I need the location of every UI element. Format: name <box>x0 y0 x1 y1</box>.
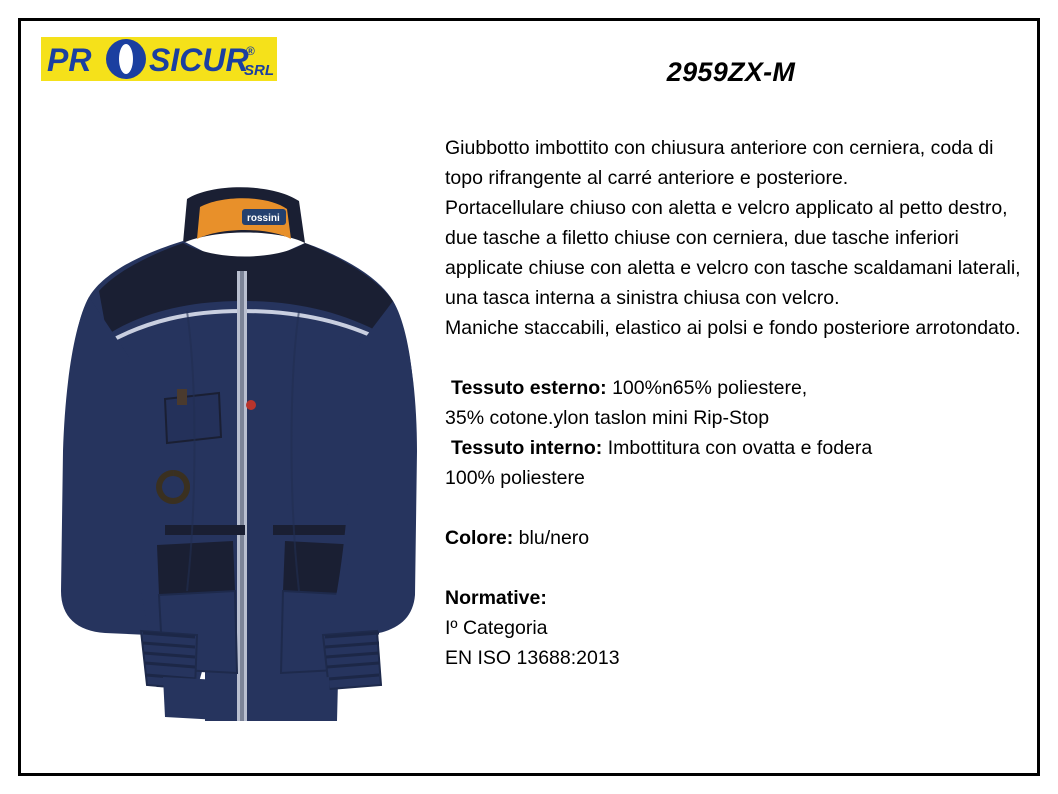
inner-fabric-line-2: 100% poliestere <box>445 467 585 489</box>
inner-fabric-value: Imbottitura con ovatta e fodera <box>602 437 873 459</box>
standards-line-2: EN ISO 13688:2013 <box>445 647 620 669</box>
outer-fabric-value: 100%n65% poliestere, <box>606 377 808 399</box>
standards-label: Normative: <box>445 587 547 609</box>
color-value: blu/nero <box>513 527 590 549</box>
document-sheet <box>18 18 1040 776</box>
standards-line-1: Iº Categoria <box>445 617 548 639</box>
document-header <box>21 21 1037 109</box>
outer-fabric-line <box>445 373 1025 403</box>
prosicur-logo <box>41 33 281 89</box>
inner-fabric-label: Tessuto interno: <box>451 437 603 459</box>
product-description <box>445 133 1025 673</box>
page-title: 2959ZX-M <box>666 57 796 87</box>
svg-text:rossini: rossini <box>247 213 280 224</box>
svg-text:®: ® <box>246 44 255 58</box>
description-paragraph-2: Portacellulare chiuso con aletta e velcro applicato al petto destro, due tasche a filetto chiuse con cerniera, due tasche inferiori applicate chiuse con aletta e velcro con tasche scaldamani laterali, una tasca interna a sinistra chiusa con velcro. <box>445 197 1021 309</box>
outer-fabric-label: Tessuto esterno: <box>451 377 607 399</box>
color-line <box>445 523 1025 553</box>
outer-fabric-line-2: 35% cotone.ylon taslon mini Rip-Stop <box>445 407 770 429</box>
spacer-3 <box>445 553 1025 583</box>
svg-text:SRL: SRL <box>244 62 274 79</box>
spacer-2 <box>445 493 1025 523</box>
svg-text:PR: PR <box>47 42 92 78</box>
svg-text:SICUR: SICUR <box>149 42 249 78</box>
description-paragraph-3: Maniche staccabili, elastico ai polsi e fondo posteriore arrotondato. <box>445 317 1021 339</box>
color-label: Colore: <box>445 527 514 549</box>
inner-fabric-line <box>445 433 1025 463</box>
description-paragraph-1: Giubbotto imbottito con chiusura anteriore con cerniera, coda di topo rifrangente al carré anteriore e posteriore. <box>445 137 994 189</box>
product-photo <box>37 121 447 741</box>
spacer-1 <box>445 343 1025 373</box>
